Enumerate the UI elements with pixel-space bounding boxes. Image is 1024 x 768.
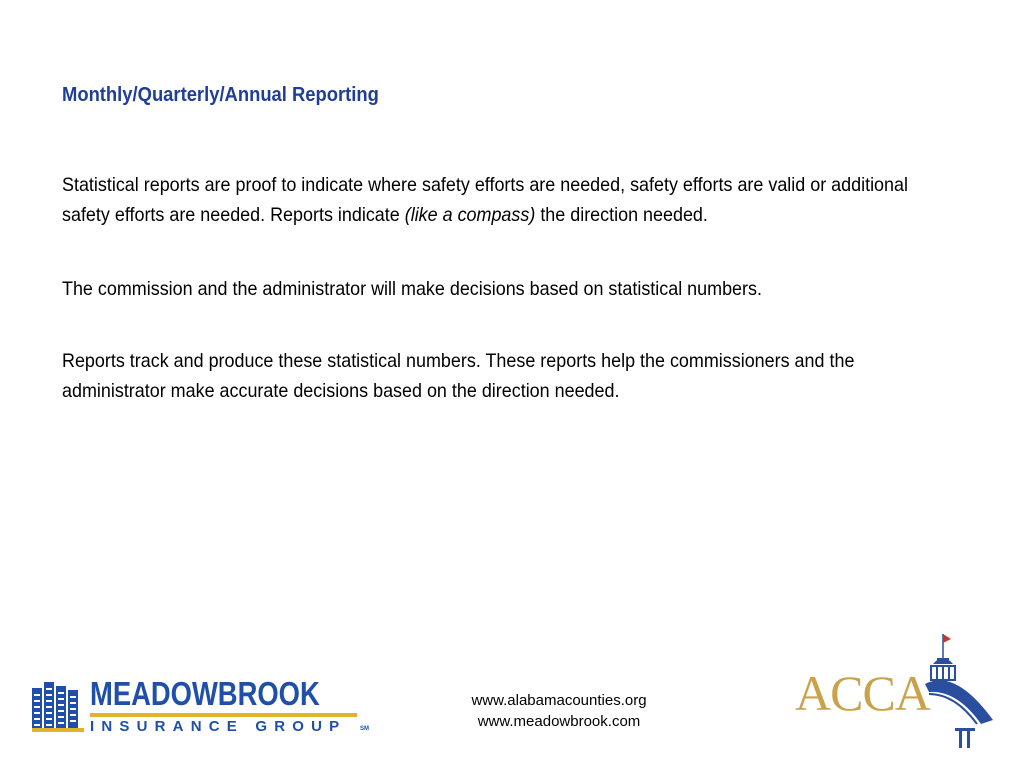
footer-links	[400, 690, 718, 732]
paragraph-reports-track: Reports track and produce these statistical numbers. These reports help the commissioners and the administrator make accurate decisions based on the direction needed.	[62, 350, 855, 402]
meadowbrook-logo	[32, 675, 377, 738]
capitol-dome-icon	[915, 628, 1005, 758]
paragraph-italic-text: (like a compass)	[404, 204, 536, 226]
slide-title: Monthly/Quarterly/Annual Reporting	[62, 84, 379, 106]
paragraph-text: the direction needed.	[535, 204, 708, 226]
meadowbrook-subtitle: INSURANCE GROUP	[90, 718, 347, 735]
meadowbrook-divider	[90, 713, 357, 717]
meadowbrook-service-mark: SM	[360, 726, 369, 732]
link-meadowbrook[interactable]: www.meadowbrook.com	[477, 713, 641, 730]
paragraph-commission-decisions: The commission and the administrator will make decisions based on statistical numbers.	[62, 278, 762, 300]
paragraph-text: Statistical reports are proof to indicate where safety efforts are needed, safety efforts are valid or additional safety efforts are needed. Reports indicate	[62, 174, 908, 226]
acca-logo	[795, 628, 1005, 758]
meadowbrook-building-icon	[32, 682, 84, 732]
acca-wordmark: ACCA	[795, 665, 930, 721]
paragraph-statistical-reports	[62, 170, 945, 230]
link-alabamacounties[interactable]: www.alabamacounties.org	[471, 692, 647, 709]
meadowbrook-name: MEADOWBROOK	[90, 675, 320, 712]
